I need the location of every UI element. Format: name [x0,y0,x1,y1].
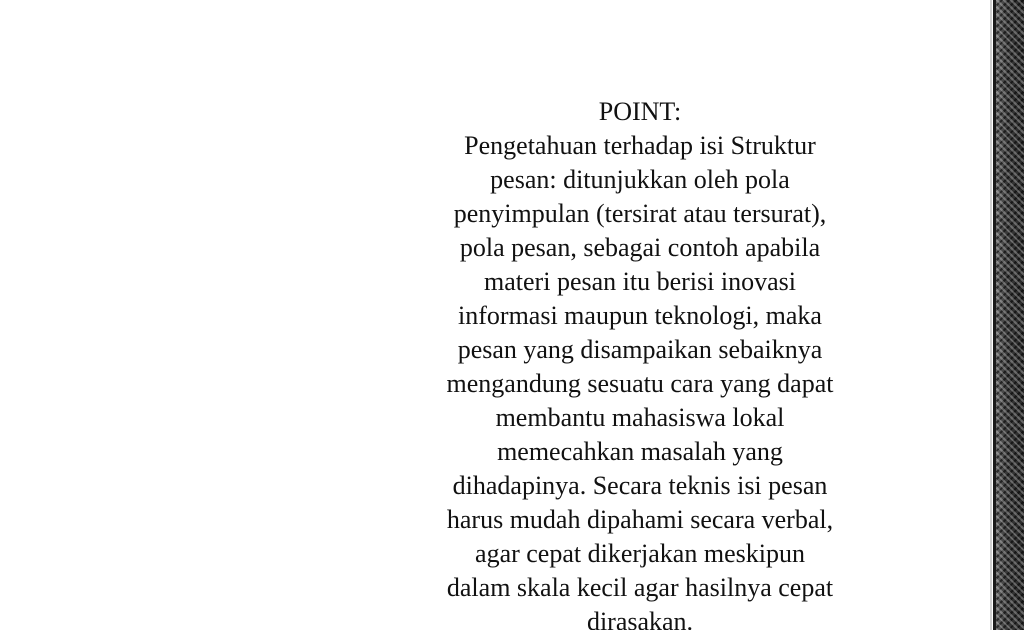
body-line: dihadapinya. Secara teknis isi pesan [452,471,828,500]
body-line: pesan: ditunjukkan oleh pola [490,165,790,194]
body-line: membantu mahasiswa lokal [495,403,785,432]
body-line: agar cepat dikerjakan meskipun [475,539,805,568]
body-line: materi pesan itu berisi inovasi [484,267,796,296]
slide-text-block [420,95,860,630]
body-line: dirasakan. [586,607,694,630]
body-line: dalam skala kecil agar hasilnya cepat [446,573,834,602]
carbon-fiber-border-strip [996,0,1024,630]
slide-heading: POINT: [598,97,682,126]
body-line: pesan yang disampaikan sebaiknya [457,335,823,364]
body-line: informasi maupun teknologi, maka [458,301,822,330]
body-line: mengandung sesuatu cara yang dapat [446,369,834,398]
slide-edge-divider [990,0,992,630]
body-line: Pengetahuan terhadap isi Struktur [464,131,816,160]
body-line: penyimpulan (tersirat atau tersurat), [453,199,827,228]
body-line: memecahkan masalah yang [497,437,783,466]
body-line: harus mudah dipahami secara verbal, [446,505,834,534]
body-line: pola pesan, sebagai contoh apabila [459,233,821,262]
